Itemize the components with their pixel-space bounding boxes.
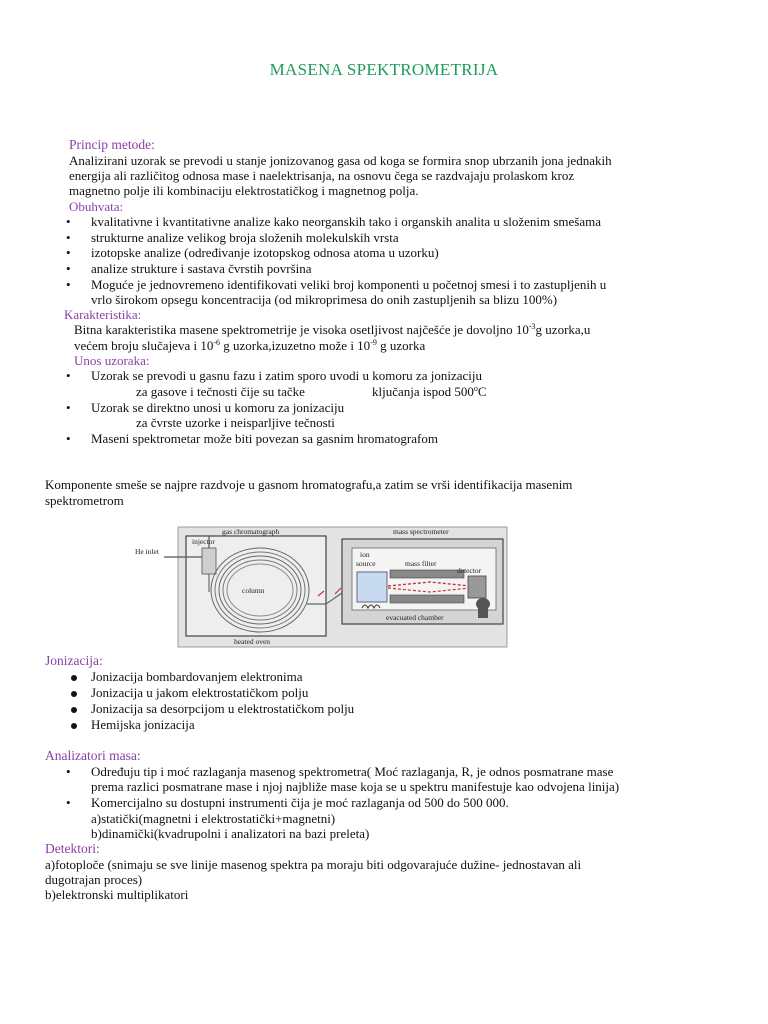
scope-item-5-continued: vrlo širokom opsegu koncentracija (od mikroprimesa do onih zastupljenih sa blizu 100%)	[91, 292, 558, 307]
ionization-item-4: Hemijska jonizacija	[91, 717, 195, 732]
analyzers-item-1-line-1: Određuju tip i moć razlaganja masenog spektrometra( Moć razlaganja, R, je odnos posmatrane mase	[91, 764, 614, 779]
bullet-marker: •	[66, 431, 71, 446]
sample-input-item-1-sub-a: za gasove i tečnosti čije su tačke	[136, 384, 305, 399]
bullet-marker	[71, 723, 77, 729]
gc-ms-diagram	[130, 524, 510, 650]
bullet-marker: •	[66, 214, 71, 229]
bullet-marker: •	[66, 400, 71, 415]
components-line-2: spektrometrom	[45, 493, 124, 508]
principle-heading: Princip metode:	[69, 137, 155, 152]
detectors-a-line-1: a)fotoploče (snimaju se sve linije masenog spektra pa moraju biti odgovarajuće dužine- jednostavan ali	[45, 857, 582, 872]
scope-item-5: Moguće je jednovremeno identifikovati veliki broj komponenti u početnoj smesi i to zastupljenih u	[91, 277, 607, 292]
bullet-marker: •	[66, 230, 71, 245]
ionization-item-1: Jonizacija bombardovanjem elektronima	[91, 669, 303, 684]
diagram-label-gc: gas chromatograph	[222, 527, 280, 536]
page-title: MASENA SPEKTROMETRIJA	[269, 60, 499, 79]
analyzers-heading: Analizatori masa:	[45, 748, 141, 763]
bullet-marker: •	[66, 245, 71, 260]
analyzers-item-1-line-2: prema razlici posmatrane mase i njoj najbliže mase koja se u spektru manifestuje kao odvojena linija)	[91, 779, 620, 794]
sample-input-item-2: Uzorak se direktno unosi u komoru za jonizaciju	[91, 400, 345, 415]
scope-item-4: analize strukture i sastava čvrstih površina	[91, 261, 312, 276]
diagram-label-ms: mass spectrometer	[393, 527, 449, 536]
bullet-marker: •	[66, 764, 71, 779]
diagram-label-column: column	[242, 586, 265, 595]
bullet-marker	[71, 707, 77, 713]
sample-input-heading: Unos uzoraka:	[74, 353, 150, 368]
scope-item-1: kvalitativne i kvantitativne analize kako neorganskih tako i organskih analita u složenim smešama	[91, 214, 601, 229]
ionization-item-3: Jonizacija sa desorpcijom u elektrostatičkom polju	[91, 701, 355, 716]
characteristic-line-1: Bitna karakteristika masene spektrometrije je visoka osetljivost najčešće je dovoljno $10^{-3}g$ uzorka,u	[74, 322, 591, 337]
scope-item-2: strukturne analize velikog broja složenih molekulskih vrsta	[91, 230, 399, 245]
sample-input-item-1: Uzorak se prevodi u gasnu fazu i zatim sporo uvodi u komoru za jonizaciju	[91, 368, 482, 383]
scope-heading: Obuhvata:	[69, 199, 124, 214]
diagram-label-detector: detector	[457, 566, 482, 575]
analyzers-item-2-line-1: Komercijalno su dostupni instrumenti čija je moć razlaganja od 500 do 500 000.	[91, 795, 509, 810]
sample-input-item-3: Maseni spektrometar može biti povezan sa gasnim hromatografom	[91, 431, 438, 446]
diagram-label-ion-1: ion	[360, 550, 370, 559]
bullet-marker	[71, 691, 77, 697]
principle-line-3: magnetno polje ili kombinaciju elektrostatičkog i magnetnog polja.	[69, 183, 419, 198]
ionization-heading: Jonizacija:	[45, 653, 103, 668]
diagram-label-injector: injector	[192, 537, 215, 546]
diagram-label-oven: heated oven	[234, 637, 271, 646]
bullet-marker: •	[66, 368, 71, 383]
scope-item-3: izotopske analize (određivanje izotopskog odnosa atoma u uzorku)	[91, 245, 439, 260]
sample-input-item-1-sub-b: ključanja ispod 500$^o$C	[372, 384, 487, 399]
ionization-item-2: Jonizacija u jakom elektrostatičkom polju	[91, 685, 309, 700]
principle-line-2: energija ali različitog odnosa mase i naelektrisanja, na osnovu čega se razdvajaju prolaskom kroz	[69, 168, 575, 183]
bullet-marker: •	[66, 277, 71, 292]
components-line-1: Komponente smeše se najpre razdvoje u gasnom hromatografu,a zatim se vrši identifikacija masenim	[45, 477, 573, 492]
principle-line-1: Analizirani uzorak se prevodi u stanje jonizovanog gasa od koga se formira snop ubrzanih jona jednakih	[69, 153, 612, 168]
analyzers-item-2-b: b)dinamički(kvadrupolni i analizatori na bazi preleta)	[91, 826, 370, 841]
bullet-marker: •	[66, 795, 71, 810]
detectors-heading: Detektori:	[45, 841, 100, 856]
detectors-a-line-2: dugotrajan proces)	[45, 872, 143, 887]
diagram-label-he-inlet: He inlet	[135, 547, 159, 556]
bullet-marker	[71, 675, 77, 681]
analyzers-item-2-a: a)statički(magnetni i elektrostatički+magnetni)	[91, 811, 336, 826]
diagram-label-mass-filter: mass filter	[405, 559, 437, 568]
diagram-label-ion-2: source	[356, 559, 376, 568]
characteristic-heading: Karakteristika:	[64, 307, 142, 322]
diagram-label-chamber: evacuated chamber	[386, 613, 444, 622]
bullet-marker: •	[66, 261, 71, 276]
detectors-b: b)elektronski multiplikatori	[45, 887, 189, 902]
sample-input-item-2-sub: za čvrste uzorke i neisparljive tečnosti	[136, 415, 335, 430]
characteristic-line-2: većem broju slučajeva i $10^{-6}$ g uzorka,izuzetno može i $10^{-9}$ g uzorka	[74, 338, 426, 353]
